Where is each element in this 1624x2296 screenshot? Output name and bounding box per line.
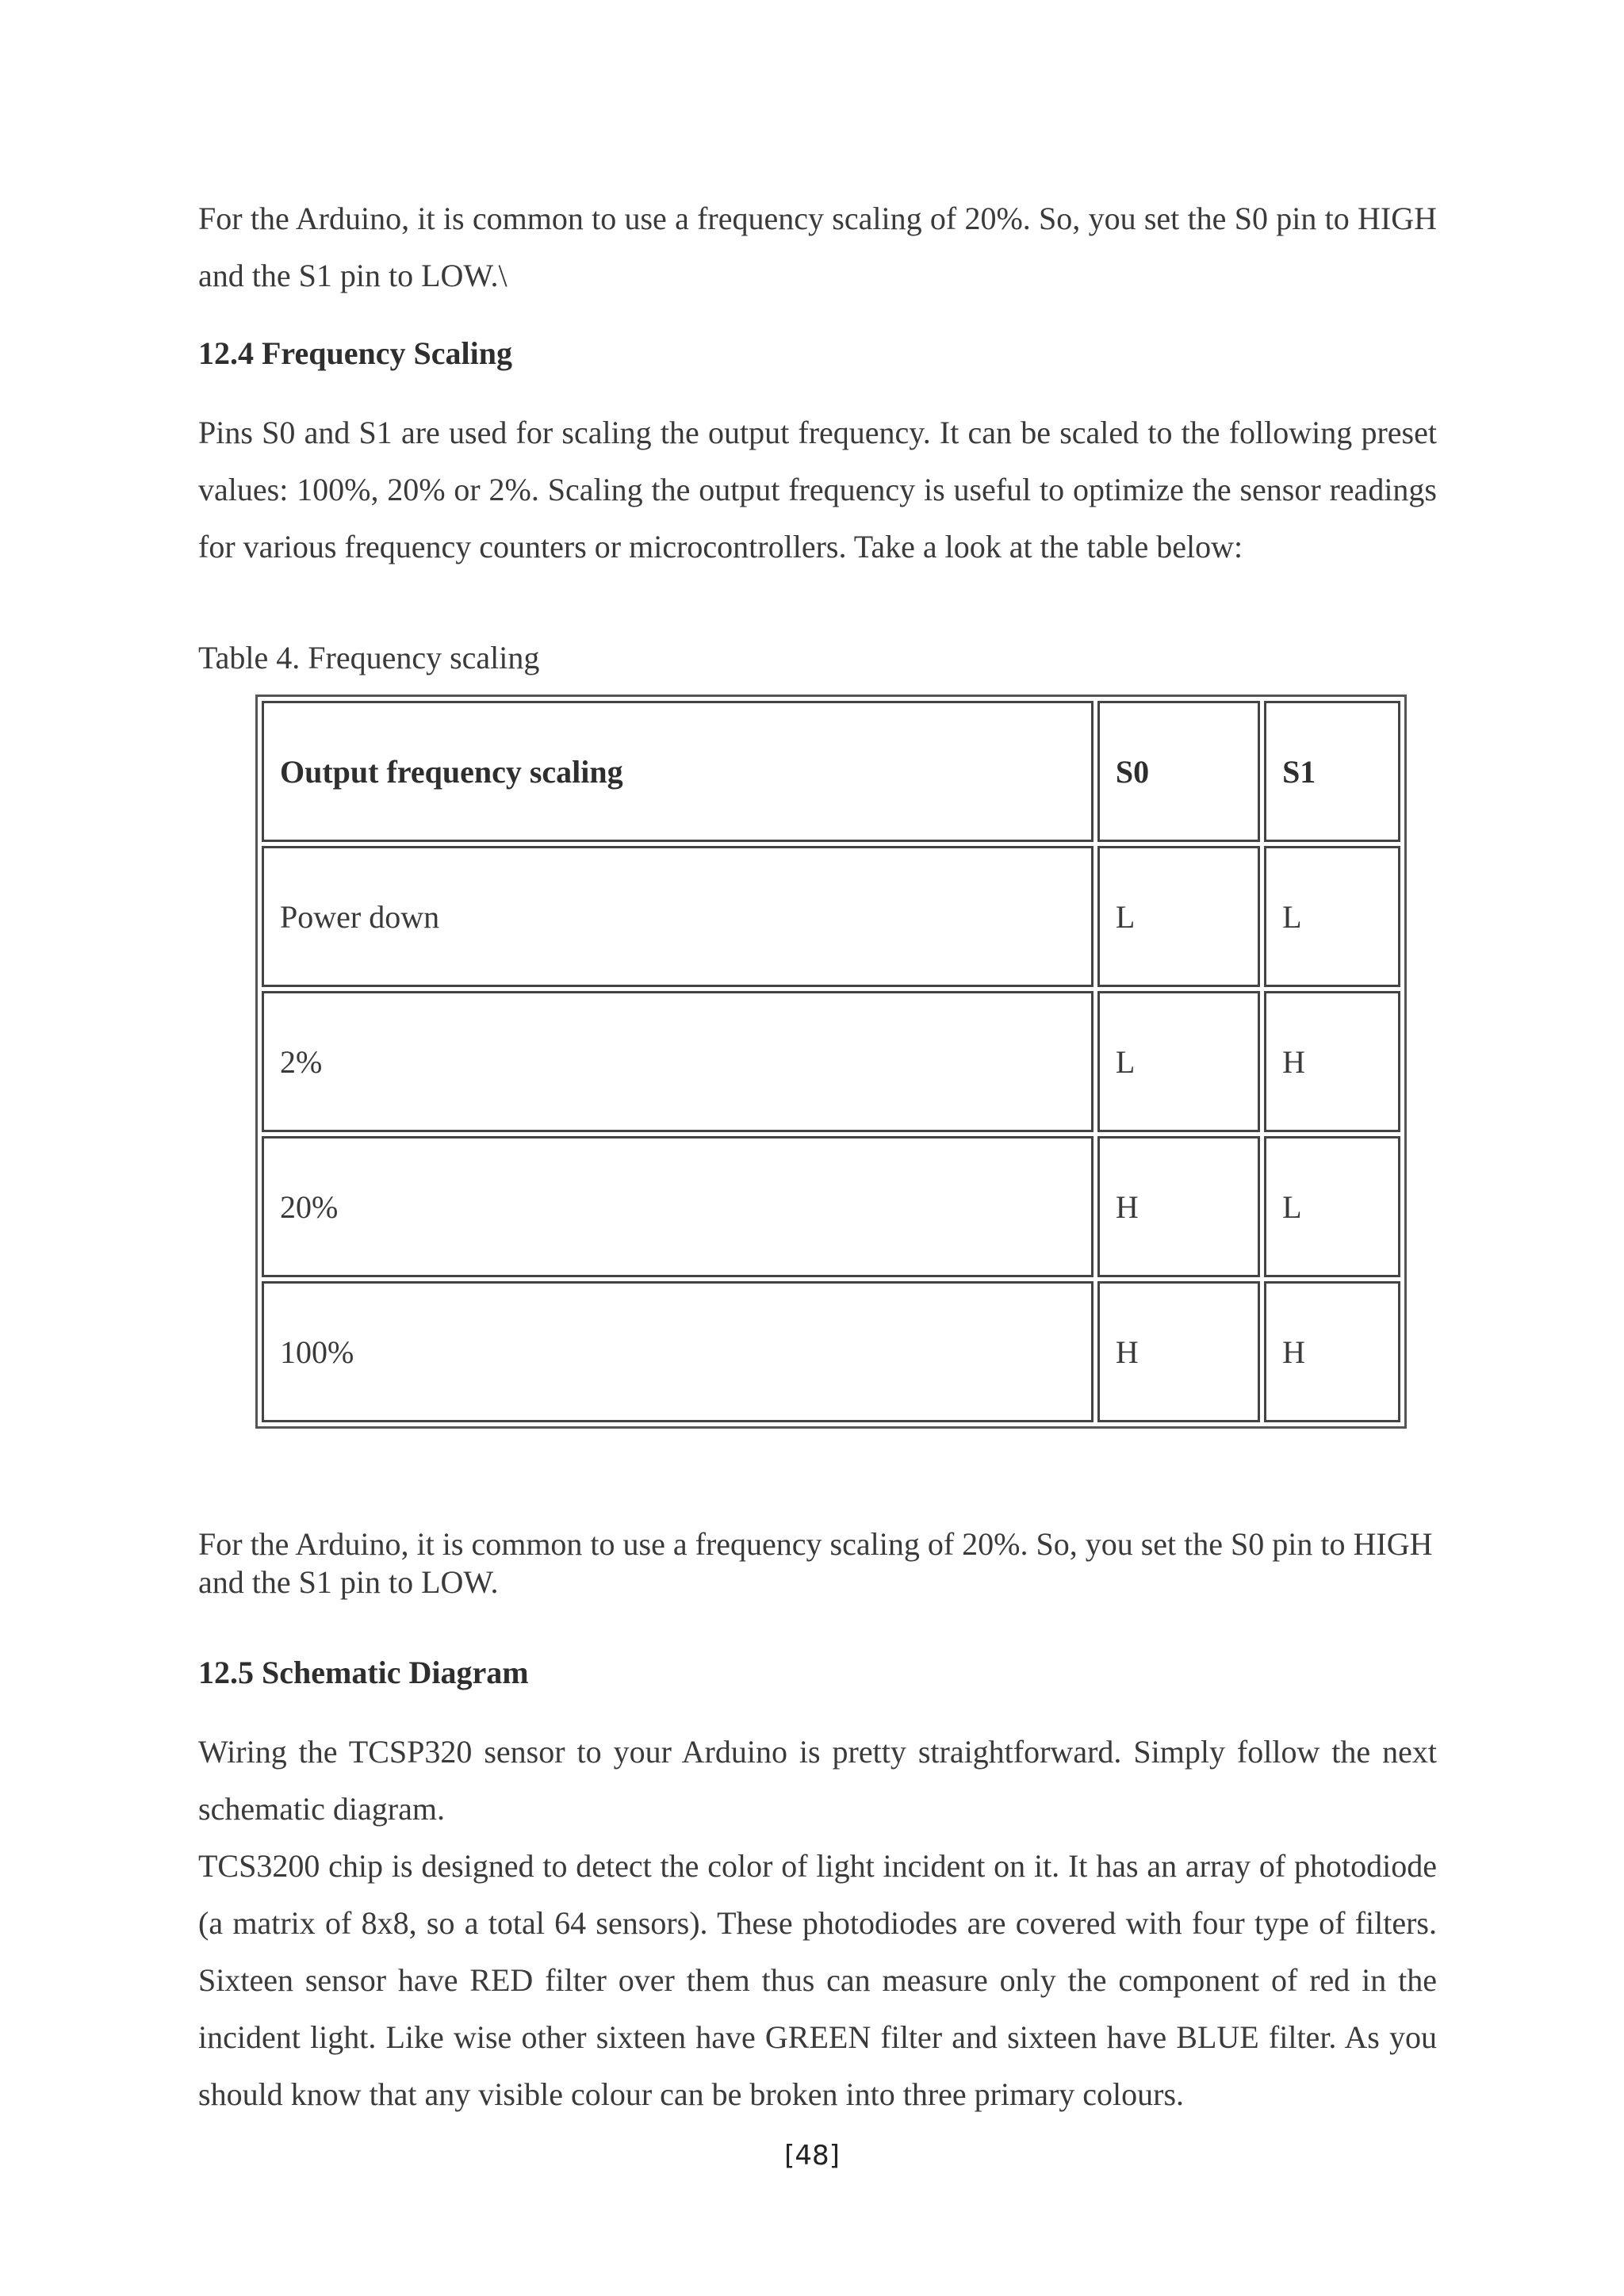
frequency-scaling-table [255, 695, 1407, 1429]
after-table-paragraph: For the Arduino, it is common to use a frequency scaling of 20%. So, you set the S0 pin to HIGH and the S1 pin to LOW. [198, 1526, 1433, 1600]
cell-s0: L [1097, 991, 1260, 1132]
header-s1: S1 [1264, 701, 1400, 842]
section-12-5-paragraph-2: TCS3200 chip is designed to detect the color of light incident on it. It has an array of photodiode (a matrix of 8x8, so a total 64 sensors). These photodiodes are covered with four type of filters. Sixteen sensor have RED filter over them thus can measure only the component of red in the incident light. Like wise other sixteen have GREEN filter and sixteen have BLUE filter. As you should know that any visible colour can be broken into three primary colours. [198, 1848, 1437, 2112]
intro-paragraph: For the Arduino, it is common to use a frequency scaling of 20%. So, you set the S0 pin to HIGH and the S1 pin to LOW.\ [198, 201, 1437, 293]
table-row [262, 1136, 1400, 1277]
page-number: [48] [784, 2140, 840, 2172]
cell-s0: L [1097, 846, 1260, 987]
cell-s1: L [1264, 1136, 1400, 1277]
table-caption: Table 4. Frequency scaling [198, 640, 540, 675]
cell-scaling: 100% [262, 1281, 1094, 1422]
table-row [262, 846, 1400, 987]
header-s0: S0 [1097, 701, 1260, 842]
cell-scaling: Power down [262, 846, 1094, 987]
cell-scaling: 20% [262, 1136, 1094, 1277]
section-12-5-heading: 12.5 Schematic Diagram [198, 1655, 529, 1690]
cell-s1: L [1264, 846, 1400, 987]
table-row [262, 1281, 1400, 1422]
cell-s0: H [1097, 1281, 1260, 1422]
section-12-4-heading: 12.4 Frequency Scaling [198, 335, 512, 371]
cell-s1: H [1264, 1281, 1400, 1422]
section-12-5-paragraph-1: Wiring the TCSP320 sensor to your Arduino is pretty straightforward. Simply follow the next schematic diagram. [198, 1734, 1437, 1827]
table-header-row [262, 701, 1400, 842]
cell-s0: H [1097, 1136, 1260, 1277]
cell-s1: H [1264, 991, 1400, 1132]
header-output-frequency-scaling: Output frequency scaling [262, 701, 1094, 842]
cell-scaling: 2% [262, 991, 1094, 1132]
table-row [262, 991, 1400, 1132]
section-12-4-paragraph: Pins S0 and S1 are used for scaling the output frequency. It can be scaled to the following preset values: 100%, 20% or 2%. Scaling the output frequency is useful to optimize the sensor readings for various frequency counters or microcontrollers. Take a look at the table below: [198, 415, 1437, 564]
